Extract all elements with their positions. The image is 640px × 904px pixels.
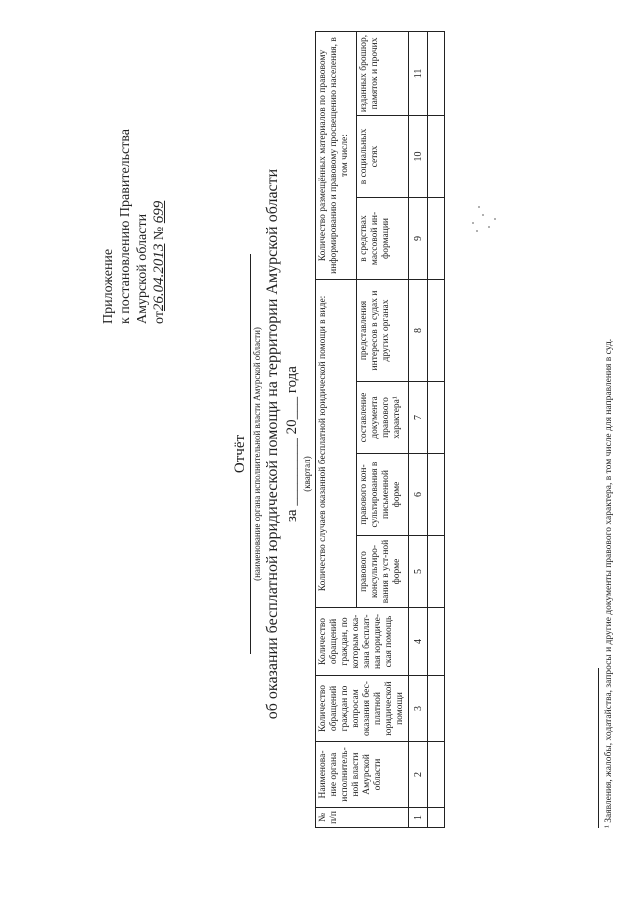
footnote-text: ¹ Заявления, жалобы, ходатайства, запросы и другие документы правового характера, в том числе для направления в суд.: [604, 338, 614, 828]
column-number: 5: [409, 536, 428, 608]
empty-cell: [428, 454, 445, 536]
column-number: 7: [409, 382, 428, 454]
empty-data-row: [428, 31, 445, 827]
column-number: 4: [409, 608, 428, 676]
header-oral-consulting: правового консультиро-вания в уст-ной форме: [356, 536, 408, 608]
number-prefix: №: [152, 226, 167, 241]
org-name-line: [250, 254, 251, 654]
column-number: 9: [409, 197, 428, 279]
handwritten-number: 699: [151, 200, 167, 224]
scan-noise: [470, 196, 500, 236]
header-row-1: [316, 31, 357, 827]
report-subtitle: об оказании бесплатной юридической помощи на территории Амурской области: [264, 168, 281, 720]
quarter-caption: (квартал): [302, 456, 312, 492]
empty-cell: [428, 115, 445, 197]
empty-cell: [428, 536, 445, 608]
header-number: № п/п: [316, 808, 409, 828]
header-court-representation: представления интересов в судах и других органах: [356, 279, 408, 381]
empty-cell: [428, 197, 445, 279]
report-title: Отчёт: [232, 434, 248, 474]
header-materials-group: Количество размещённых материалов по правовому информированию и правовому просвещению населения, в том числе:: [316, 31, 357, 279]
column-number: 1: [409, 808, 428, 828]
empty-cell: [428, 808, 445, 828]
annex-block: [100, 104, 168, 324]
empty-cell: [428, 742, 445, 808]
empty-cell: [428, 676, 445, 742]
header-mass-media: в средствах массовой ин-формации: [356, 197, 408, 279]
header-written-consulting: правового кон-сультирования в письменной форме: [356, 454, 408, 536]
header-document-drafting: составление документа правового характера¹: [356, 382, 408, 454]
column-number: 10: [409, 115, 428, 197]
org-name-caption: (наименование органа исполнительной власти Амурской области): [252, 327, 262, 581]
header-social-networks: в социальных сетях: [356, 115, 408, 197]
empty-cell: [428, 279, 445, 381]
handwritten-date: 26.04.2013: [151, 243, 167, 312]
report-table: [315, 31, 445, 828]
column-number: 8: [409, 279, 428, 381]
column-number: 2: [409, 742, 428, 808]
header-helped-count: Количество обращений граждан, по которым ока-зана бесплат-ная юридиче-ская помощь: [316, 608, 409, 676]
annex-line-2: к постановлению Правительства: [118, 128, 133, 324]
column-numbers-row: [409, 31, 428, 827]
column-number: 3: [409, 676, 428, 742]
column-number: 11: [409, 31, 428, 115]
date-prefix: от: [152, 311, 167, 324]
empty-cell: [428, 31, 445, 115]
report-period: за _________ 20___ года: [284, 366, 300, 522]
empty-cell: [428, 608, 445, 676]
footnote-separator: [598, 668, 599, 828]
empty-cell: [428, 382, 445, 454]
header-brochures: изданных брошюр, памяток и прочих: [356, 31, 408, 115]
header-org-name: Наименова-ние органа исполнитель-ной власти Амурской области: [316, 742, 409, 808]
annex-line-3: Амурской области: [135, 213, 150, 324]
header-help-cases-group: Количество случаев оказанной бесплатной юридической помощи в виде:: [316, 279, 357, 607]
column-number: 6: [409, 454, 428, 536]
annex-line-1: Приложение: [101, 248, 116, 324]
header-requests-count: Количество обращений граждан по вопросам оказания бес-платной юридической помощи: [316, 676, 409, 742]
annex-date-line: [151, 104, 168, 324]
